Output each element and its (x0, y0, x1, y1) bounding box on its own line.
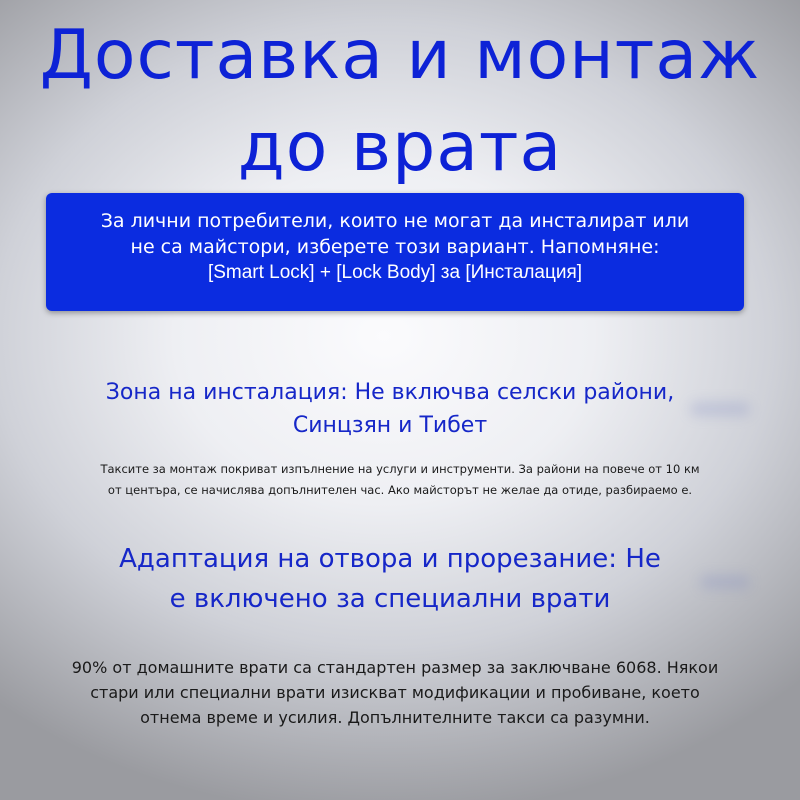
door-adaptation-heading-line-1: Адаптация на отвора и прорезание: Не (119, 544, 661, 574)
installation-area-heading-line-2: Синцзян и Тибет (292, 413, 488, 438)
door-adaptation-note-line-2: стари или специални врати изискват модификации и пробиване, което (90, 683, 700, 702)
banner-line-1: За лични потребители, които не могат да инсталират или (100, 210, 690, 232)
info-banner (46, 193, 744, 311)
installation-fee-note-line-2: от центъра, се начислява допълнителен час. Ако майсторът не желае да отиде, разбираемо е. (107, 483, 693, 497)
door-adaptation-note-line-1: 90% от домашните врати са стандартен размер за заключване 6068. Някои (71, 658, 719, 677)
door-adaptation-note (0, 655, 790, 730)
page-title (0, 10, 800, 194)
door-adaptation-note-line-3: отнема време и усилия. Допълнителните такси са разумни. (140, 708, 650, 727)
installation-fee-note (0, 459, 800, 501)
installation-area-heading-line-1: Зона на инсталация: Не включва селски райони, (105, 380, 675, 405)
door-adaptation-heading-line-2: е включено за специални врати (169, 584, 611, 614)
installation-area-heading (0, 376, 780, 442)
page-title-line-1: Доставка и монтаж (39, 16, 761, 95)
page-title-line-2: до врата (237, 108, 563, 187)
installation-fee-note-line-1: Таксите за монтаж покриват изпълнение на услуги и инструменти. За райони на повече от 10 км (100, 462, 700, 476)
banner-line-3: [Smart Lock] + [Lock Body] за [Инсталация] (207, 262, 583, 283)
banner-line-2: не са майстори, изберете този вариант. Напомняне: (130, 236, 660, 258)
door-adaptation-heading (0, 539, 780, 619)
